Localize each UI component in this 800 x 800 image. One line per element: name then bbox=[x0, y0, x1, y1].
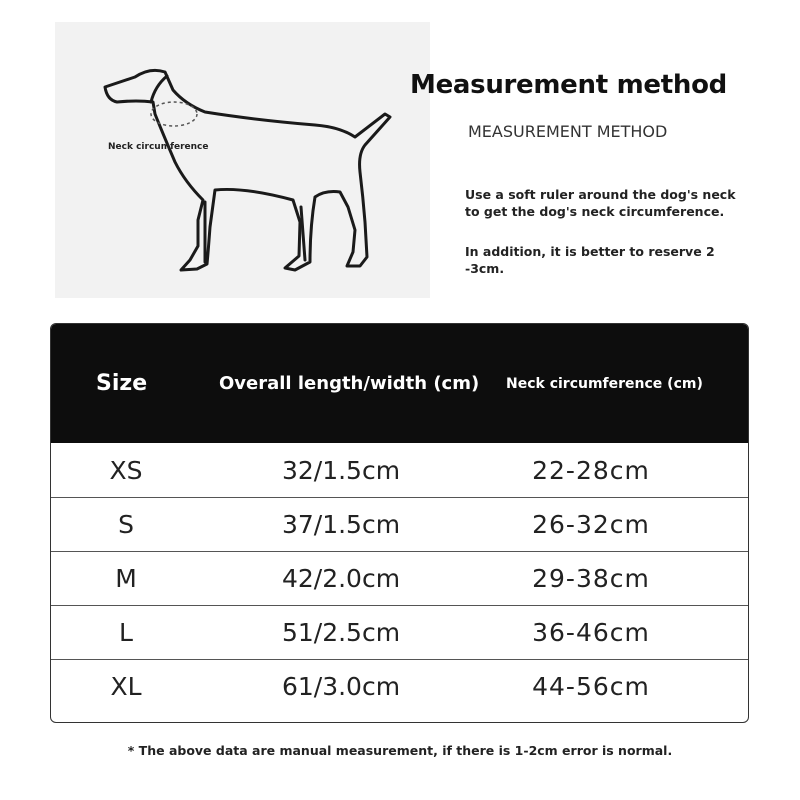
dog-outline-icon bbox=[55, 22, 430, 298]
footnote: * The above data are manual measurement, if there is 1-2cm error is normal. bbox=[127, 743, 673, 758]
table-row bbox=[51, 551, 748, 605]
page-subtitle: MEASUREMENT METHOD bbox=[468, 122, 668, 141]
cell-neck: 26-32cm bbox=[532, 510, 650, 539]
cell-length: 61/3.0cm bbox=[281, 672, 401, 701]
header-neck: Neck circumference (cm) bbox=[506, 375, 703, 392]
header-length: Overall length/width (cm) bbox=[219, 373, 480, 394]
cell-length: 32/1.5cm bbox=[281, 455, 401, 485]
dog-illustration bbox=[55, 22, 430, 298]
cell-length: 37/1.5cm bbox=[281, 510, 401, 539]
cell-size: M bbox=[115, 564, 137, 593]
cell-neck: 44-56cm bbox=[532, 672, 650, 701]
cell-size: L bbox=[119, 618, 133, 647]
reserve-note: In addition, it is better to reserve 2 -3cm. bbox=[465, 244, 715, 276]
table-row bbox=[51, 605, 748, 659]
measurement-instruction: Use a soft ruler around the dog's neck to get the dog's neck circumference. bbox=[465, 187, 736, 219]
size-table-header bbox=[51, 324, 748, 443]
cell-neck: 29-38cm bbox=[532, 564, 650, 593]
cell-length: 51/2.5cm bbox=[281, 618, 401, 647]
cell-length: 42/2.0cm bbox=[281, 564, 401, 593]
neck-circumference-label: Neck circumference bbox=[108, 142, 209, 152]
cell-neck: 36-46cm bbox=[532, 618, 650, 647]
cell-size: XL bbox=[110, 672, 142, 701]
cell-size: S bbox=[118, 510, 134, 539]
page-title: Measurement method bbox=[410, 70, 727, 100]
size-table-body bbox=[51, 443, 748, 713]
cell-size: XS bbox=[109, 455, 143, 485]
table-row bbox=[51, 443, 748, 497]
table-row bbox=[51, 497, 748, 551]
header-size: Size bbox=[96, 371, 148, 396]
cell-neck: 22-28cm bbox=[532, 455, 650, 485]
table-row bbox=[51, 659, 748, 713]
size-table bbox=[50, 323, 749, 723]
